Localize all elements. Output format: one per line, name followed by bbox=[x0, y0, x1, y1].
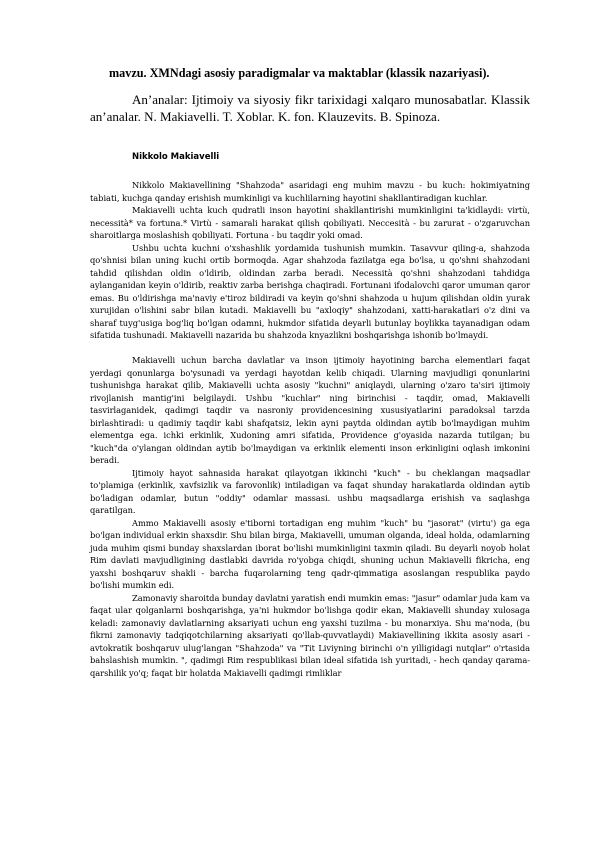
paragraph: Makiavelli uchta kuch qudratli inson hayotini shakllantirishi mumkinligini ta'kidlaydi: virtù, necessità* va fortuna.* Virtù - samarali harakat qilish qobiliyati. Neccesità - bu zarurat - o'zgaruvchan sharoitlarga moslashish qobiliyati. Fortuna - bu taqdir yoki omad. bbox=[90, 205, 530, 240]
paragraph: Zamonaviy sharoitda bunday davlatni yaratish endi mumkin emas: "jasur" odamlar juda kam va faqat ular qolganlarni boshqarishga, ya'ni hukmdor bo'lishga qodir ekan, Makiavelli shunday xulosaga keladi: zamonaviy davlatlarning aksariyati uchun eng yaxshi tuzilma - bu monarxiya. Shu ma'noda, (bu fikrni zamonaviy tadqiqotchilarning aksariyati qo'llab-quvvatlaydi) Makiavellining ikkita asosiy asari - avtokratik boshqaruv ulug'langan "Shahzoda" va "Tit Liviyning birinchi o'n yilligidagi nutqlar" o'rtasida bahslashish mumkin. ", qadimgi Rim respublikasi bilan ideal sifatida ish yuritadi, - hech qanday qarama-qarshilik yo'q; faqat bir holatda Makiavelli qadimgi rimliklar bbox=[90, 592, 530, 678]
section-heading: Nikkolo Makiavelli bbox=[132, 152, 220, 162]
paragraph: Ushbu uchta kuchni o'xshashlik yordamida tushunish mumkin. Tasavvur qiling-a, shahzoda qo'shnisi bilan uning kuchi ortib bormoqda. Agar shahzoda fazilatga ega bo'lsa, u qo'shni shahzodani tahdid qilishdan oldin o'ldirib, oldindan zarba beradi. Necessità qo'shni shahzodani tahdidga aylanganidan keyin o'ldirib, reaktiv zarba berishga chaqiradi. Fortunani ifodalovchi qaror umuman qaror emas. Bu o'ldirishga ma'naviy e'tiroz bildiradi va keyin qo'shni shahzoda u hujum qilishdan oldin yurak xurujidan o'lishini sabr bilan kutadi. Makiavelli bu "axloqiy" shahzodani, xatti-harakatlari o'z dini va sharaf tuyg'usiga bog'liq bo'lgan odamni, hukmdor sifatida deyarli butunlay boylikka tayanadigan odam sifatida tushunadi. Makiavelli nazarida bu shahzoda knyazlikni boshqarishga ishonib bo'lmaydi. bbox=[90, 242, 530, 340]
paragraph: Ijtimoiy hayot sahnasida harakat qilayotgan ikkinchi "kuch" - bu cheklangan maqsadlar to'plamiga (erkinlik, xavfsizlik va farovonlik) intiladigan va faqat shunday harakatlarda oldindan aytib bo'ladigan odamlar, butun "oddiy" odamlar massasi. ushbu maqsadlarga erishish va saqlashga qaratilgan. bbox=[90, 467, 530, 515]
page-title: mavzu. XMNdagi asosiy paradigmalar va maktablar (klassik nazariyasi). bbox=[109, 66, 490, 80]
topic-subtitle: An’analar: Ijtimoiy va siyosiy fikr tarixidagi xalqaro munosabatlar. Klassik an’analar. N. Makiavelli. T. Xoblar. K. fon. Klauzevits. B. Spinoza. bbox=[90, 92, 530, 124]
paragraph: Makiavelli uchun barcha davlatlar va inson ijtimoiy hayotining barcha elementlari faqat yerdagi qonunlarga bo'ysunadi va yerdagi hayotdan kelib chiqadi. Ularning mavjudligi qonunlarini tushunishga harakat qilib, Makiavelli uchta asosiy "kuchni" aniqlaydi, ularning o'zaro ta'siri ijtimoiy rivojlanish mantig'ini belgilaydi. Ushbu "kuchlar" ning birinchisi - taqdir, omad, Makiavelli tasvirlaganidek, qadimgi taqdir va nasroniy providencesining xususiyatlarini paradoksal tarzda birlashtiradi: u qadimiy taqdir kabi shafqatsiz, lekin ayni paytda oldindan aytib bo'lmaydigan muhim elementga ega. ichki erkinlik, Xudoning amri sifatida, Providence g'oyasida nazarda tutilgan; bu "kuch"da o'ylangan oldindan aytib bo'lmaydigan va erkinlik elementi inson erkinligini oqlash imkonini beradi. bbox=[90, 355, 530, 465]
body-text bbox=[90, 179, 530, 679]
paragraph: Ammo Makiavelli asosiy e'tiborni tortadigan eng muhim "kuch" bu "jasorat" (virtu') ga ega bo'lgan individual erkin shaxsdir. Shu bilan birga, Makiavelli, umuman olganda, ideal holda, odamlarning juda muhim qismi bunday shaxslardan iborat bo'lishi mumkinligini taxmin qiladi. Bu deyarli noyob holat Rim davlati mavjudligining dastlabki davrida ro'yobga chiqdi, shuning uchun Makiavelli fikricha, eng yaxshi boshqaruv shakli - barcha fuqarolarning teng qadr-qimmatiga asoslangan respublika paydo bo'lishi mumkin edi. bbox=[90, 517, 530, 590]
paragraph: Nikkolo Makiavellining "Shahzoda" asaridagi eng muhim mavzu - bu kuch: hokimiyatning tabiati, kuchga qanday erishish mumkinligi va kuchlilarning hayotini shakllantiradigan kuchlar. bbox=[90, 180, 530, 203]
